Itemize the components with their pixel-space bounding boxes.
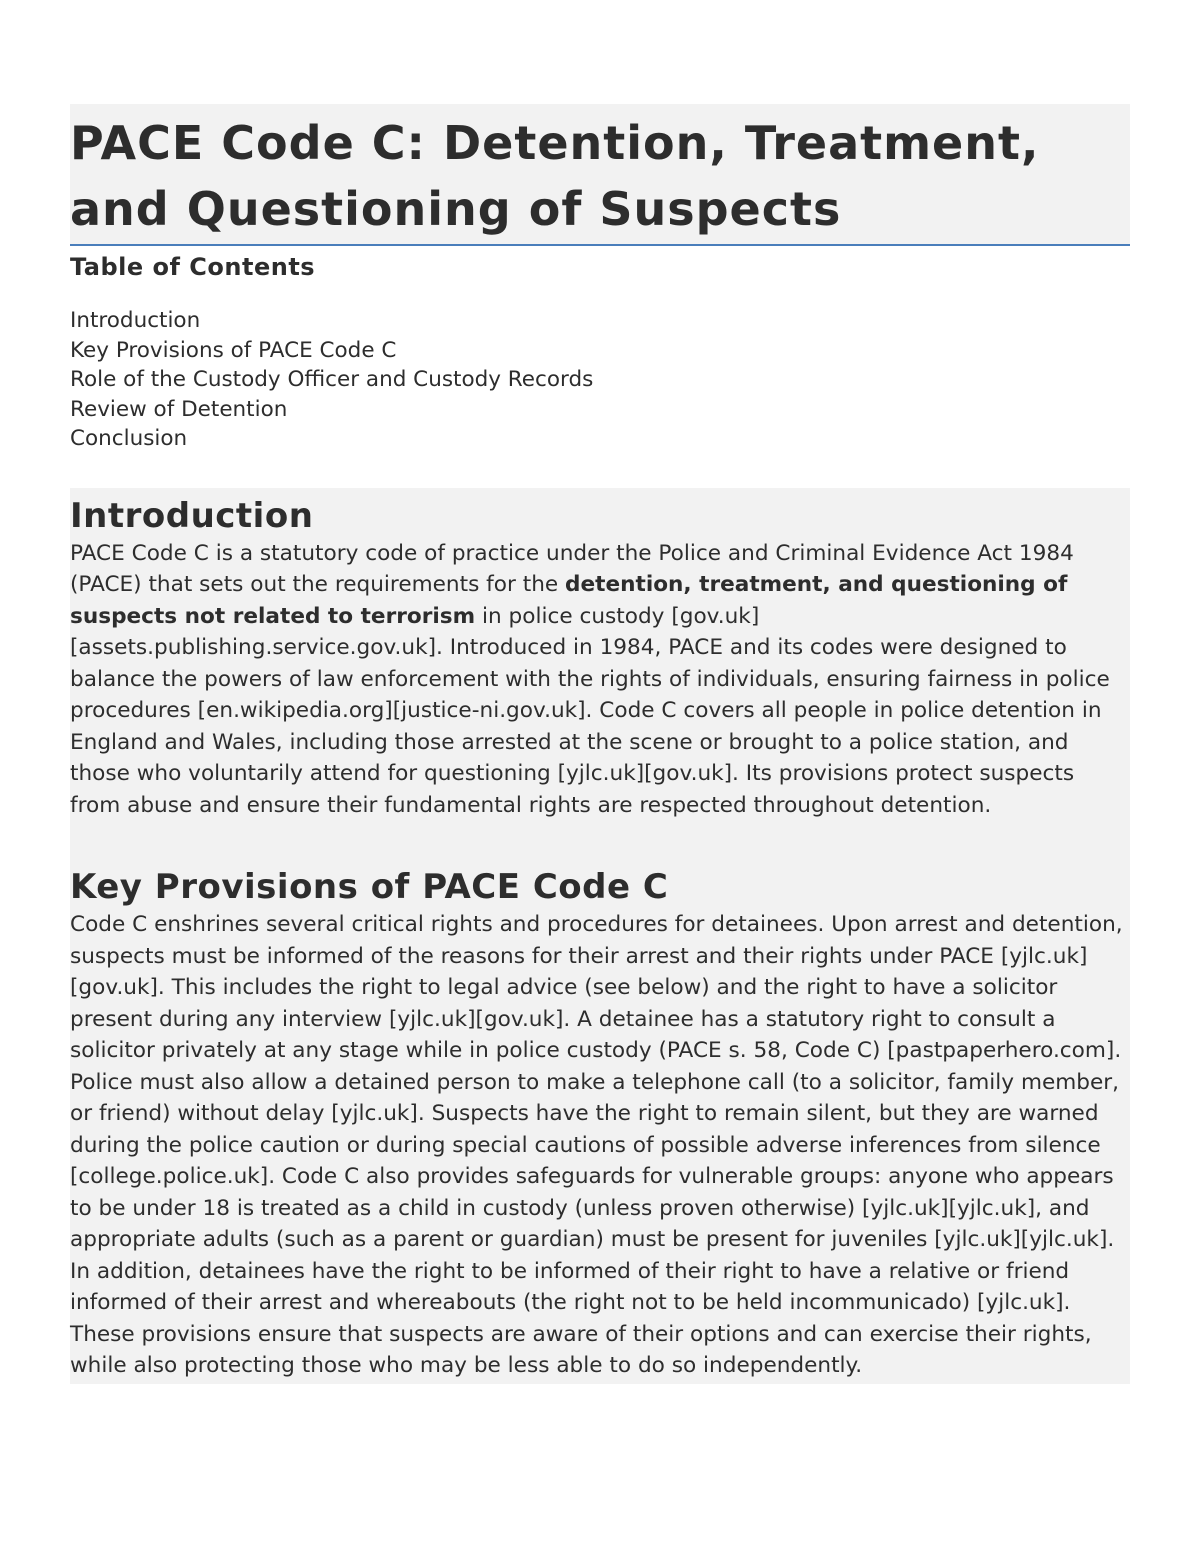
introduction-text-end: in police custody [gov.uk][assets.publishing.service.gov.uk]. Introduced in 1984, PACE and its codes were designed to balance the powers of law enforcement with the rights of individuals, ensuring fairness in police procedures [en.wikipedia.org][justice-ni.gov.uk]. Code C covers all people in police detention in England and Wales, including those arrested at the scene or brought to a police station, and those who voluntarily attend for questioning [yjlc.uk][gov.uk]. Its provisions protect suspects from abuse and ensure their fundamental rights are respected throughout detention. [70,603,1110,818]
toc-item-review-of-detention[interactable]: Review of Detention [70,396,288,422]
introduction-bold-text: detention, treatment, and questioning of suspects not related to terrorism [70,572,1068,629]
toc-item-key-provisions[interactable]: Key Provisions of PACE Code C [70,337,397,363]
toc-item-custody-officer[interactable]: Role of the Custody Officer and Custody Records [70,367,594,392]
key-provisions-section [70,823,1130,1384]
key-provisions-paragraph: Code C enshrines several critical rights and procedures for detainees. Upon arrest and detention, suspects must be informed of the reasons for their arrest and their rights under PACE [yjlc.uk][gov.uk]. This includes the right to legal advice (see below) and the right to have a solicitor present during any interview [yjlc.uk][gov.uk]. A detainee has a statutory right to consult a solicitor privately at any stage while in police custody (PACE s. 58, Code C) [pastpaperhero.com]. Police must also allow a detained person to make a telephone call (to a solicitor, family member, or friend) without delay [yjlc.uk]. Suspects have the right to remain silent, but they are warned during the police caution or during special cautions of possible adverse inferences from silence [college.police.uk]. Code C also provides safeguards for vulnerable groups: anyone who appears to be under 18 is treated as a child in custody (unless proven otherwise) [yjlc.uk][yjlc.uk], and appropriate adults (such as a parent or guardian) must be present for juveniles [yjlc.uk][yjlc.uk]. In addition, detainees have the right to be informed of their right to have a relative or friend informed of their arrest and whereabouts (the right not to be held incommunicado) [yjlc.uk]. These provisions ensure that suspects are aware of their options and can exercise their rights, while also protecting those who may be less able to do so independently. [70,912,1123,1378]
page-title: PACE Code C: Detention, Treatment, and Questioning of Suspects [70,116,1040,236]
introduction-section [70,488,1130,824]
toc-heading: Table of Contents [70,253,316,281]
introduction-heading: Introduction [70,495,314,536]
introduction-paragraph [70,538,1130,822]
document-page [70,104,1130,1384]
toc-item-conclusion[interactable]: Conclusion [70,426,188,451]
key-provisions-heading: Key Provisions of PACE Code C [70,867,669,907]
introduction-text-start: PACE Code C is a statutory code of practice under the Police and Criminal Evidence Act 1984 (PACE) that sets out the requirements for the [70,540,1074,597]
toc-item-introduction[interactable]: Introduction [70,308,201,333]
table-of-contents [70,306,1130,454]
title-block [70,104,1130,246]
